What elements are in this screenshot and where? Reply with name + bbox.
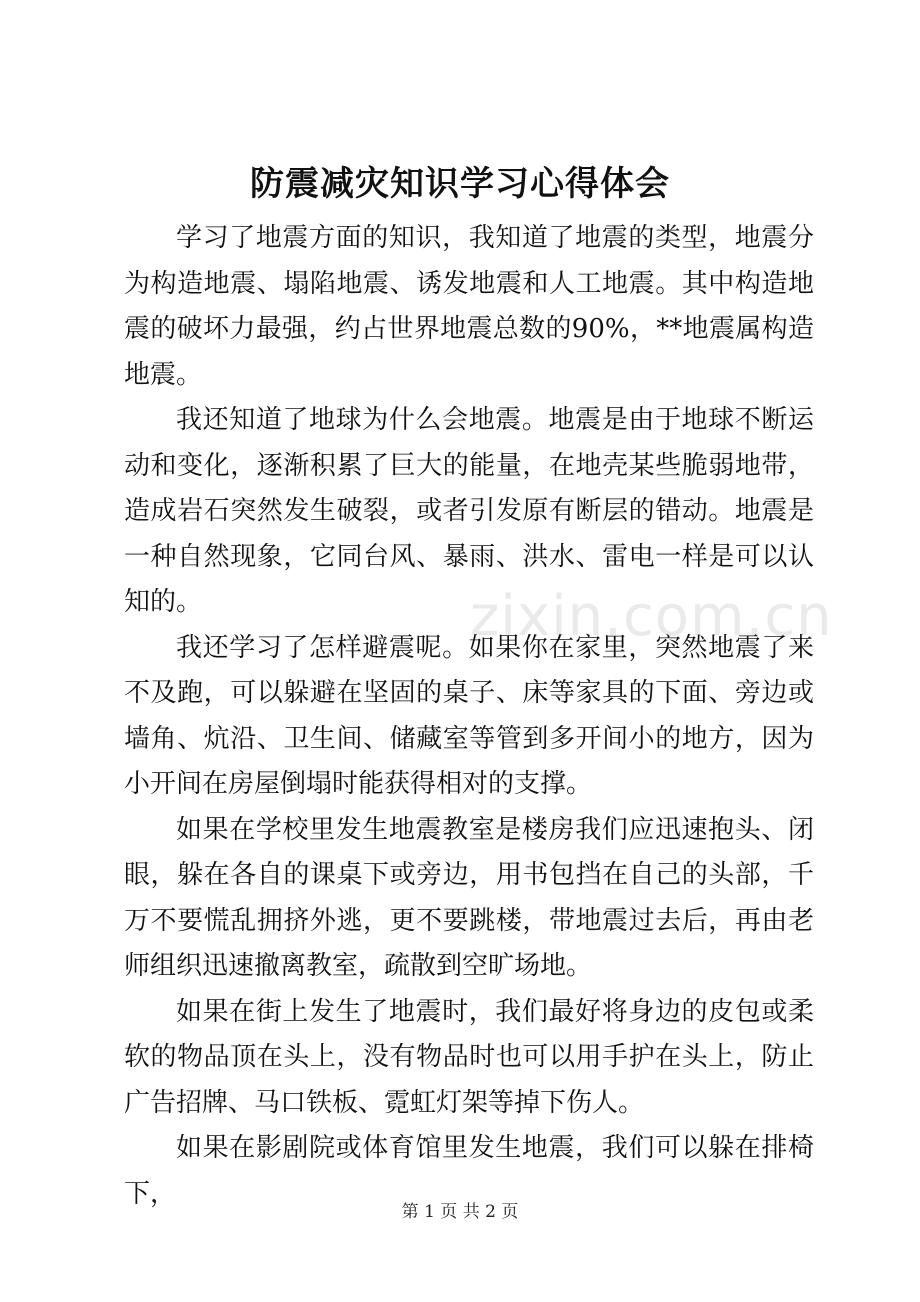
paragraph-2: 我还知道了地球为什么会地震。地震是由于地球不断运动和变化，逐渐积累了巨大的能量，在地壳某些脆弱地带，造成岩石突然发生破裂，或者引发原有断层的错动。地震是一种自然现象，它同台风、暴雨、洪水、雷电一样是可以认知的。	[124, 405, 814, 617]
watermark: zixin.com.cn	[470, 584, 833, 649]
paragraph-5: 如果在街上发生了地震时，我们最好将身边的皮包或柔软的物品顶在头上，没有物品时也可以用手护在头上，防止广告招牌、马口铁板、霓虹灯架等掉下伤人。	[124, 996, 814, 1118]
page-footer: 第 1 页 共 2 页	[401, 1202, 519, 1222]
paragraph-4: 如果在学校里发生地震教室是楼房我们应迅速抱头、闭眼，躲在各自的课桌下或旁边，用书包挡在自己的头部，千万不要慌乱拥挤外逃，更不要跳楼，带地震过去后，再由老师组织迅速撤离教室，疏散到空旷场地。	[124, 814, 814, 981]
document-body	[124, 216, 814, 1217]
paragraph-1: 学习了地震方面的知识，我知道了地震的类型，地震分为构造地震、塌陷地震、诱发地震和人工地震。其中构造地震的破坏力最强，约占世界地震总数的90%，**地震属构造地震。	[124, 223, 814, 390]
paragraph-3: 我还学习了怎样避震呢。如果你在家里，突然地震了来不及跑，可以躲避在坚固的桌子、床等家具的下面、旁边或墙角、炕沿、卫生间、储藏室等管到多开间小的地方，因为小开间在房屋倒塌时能获得相对的支撑。	[124, 632, 814, 799]
paragraph-6: 如果在影剧院或体育馆里发生地震，我们可以躲在排椅下，	[124, 1133, 814, 1209]
document-title: 防震减灾知识学习心得体会	[250, 164, 670, 204]
